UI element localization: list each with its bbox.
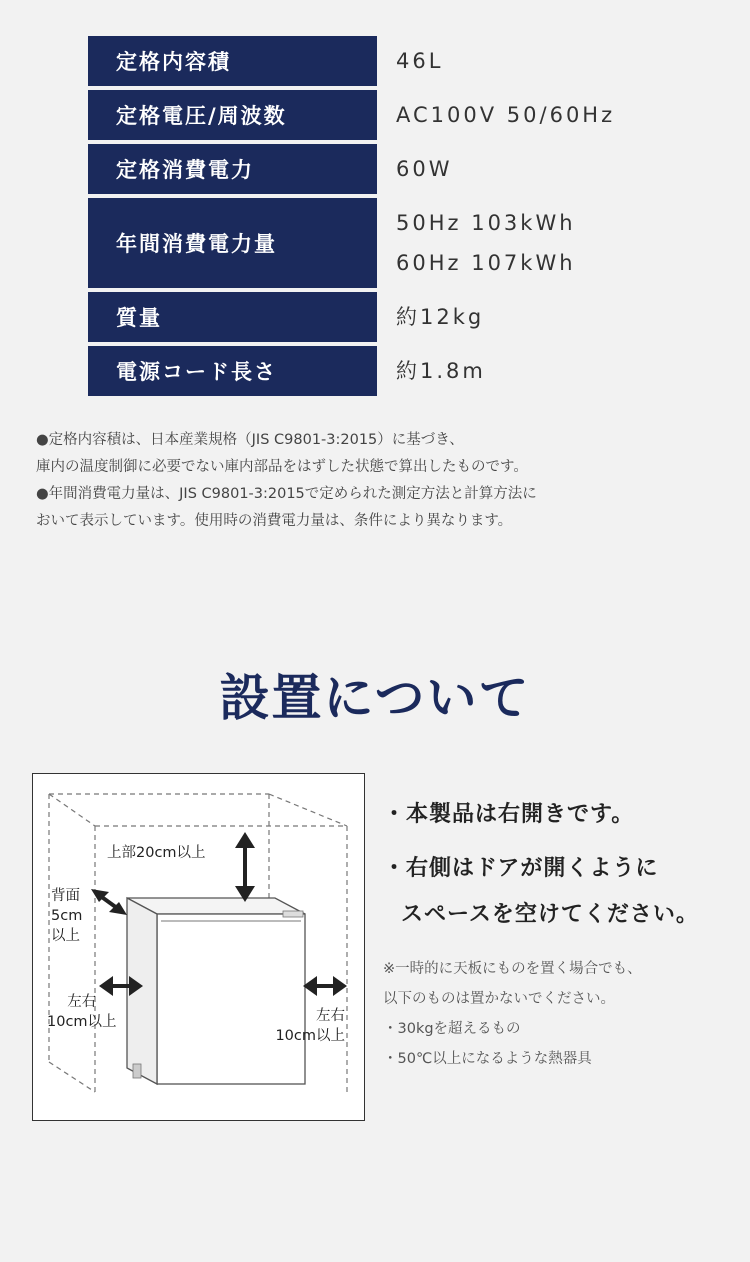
spec-row-capacity	[88, 36, 688, 86]
top-clearance-label: 上部20cm以上	[107, 845, 206, 861]
right-clearance-label: 左右 10cm以上	[275, 1008, 345, 1044]
instruction-door-space: ・右側はドアが開くように	[383, 856, 659, 881]
note-line: 庫内の温度制御に必要でない庫内部品をはずした状態で算出したものです。	[36, 459, 528, 475]
spec-label: 電源コード長さ	[88, 346, 377, 396]
left-clearance-label: 左右 10cm以上	[47, 994, 117, 1030]
spec-value: 50Hz 103kWh 60Hz 107kWh	[396, 211, 576, 275]
spec-label: 定格消費電力	[88, 144, 377, 194]
instruction-door-space-cont: スペースを空けてください。	[401, 902, 699, 927]
spec-label: 年間消費電力量	[88, 198, 377, 288]
spec-label: 定格電圧/周波数	[88, 90, 377, 140]
installation-diagram	[32, 773, 365, 1121]
spec-value: 約1.8m	[396, 359, 486, 383]
spec-notes	[36, 427, 736, 535]
spec-value: AC100V 50/60Hz	[396, 103, 616, 127]
spec-row-cord	[88, 346, 688, 396]
spec-value: 46L	[396, 49, 444, 73]
spec-label: 質量	[88, 292, 377, 342]
back-clearance-label: 背面 5cm 以上	[51, 888, 83, 944]
section-title: 設置について	[219, 669, 531, 727]
spec-table	[88, 36, 688, 400]
spec-row-annual-energy	[88, 198, 688, 288]
spec-row-voltage	[88, 90, 688, 140]
spec-label: 定格内容積	[88, 36, 377, 86]
spec-value: 60W	[396, 157, 453, 181]
installation-instructions	[383, 800, 743, 1074]
note-line: ●年間消費電力量は、JIS C9801-3:2015で定められた測定方法と計算方法に	[36, 486, 537, 502]
spec-row-weight	[88, 292, 688, 342]
top-plate-notes: ※一時的に天板にものを置く場合でも、 以下のものは置かないでください。 ・30kgを超えるもの ・50℃以上になるような熱器具	[383, 961, 642, 1067]
note-line: ●定格内容積は、日本産業規格（JIS C9801-3:2015）に基づき、	[36, 432, 464, 448]
note-line: おいて表示しています。使用時の消費電力量は、条件により異なります。	[36, 513, 513, 529]
instruction-right-open: ・本製品は右開きです。	[383, 802, 635, 827]
spec-value: 約12kg	[396, 305, 485, 329]
spec-row-power	[88, 144, 688, 194]
installation-diagram-drawing	[33, 774, 366, 1122]
